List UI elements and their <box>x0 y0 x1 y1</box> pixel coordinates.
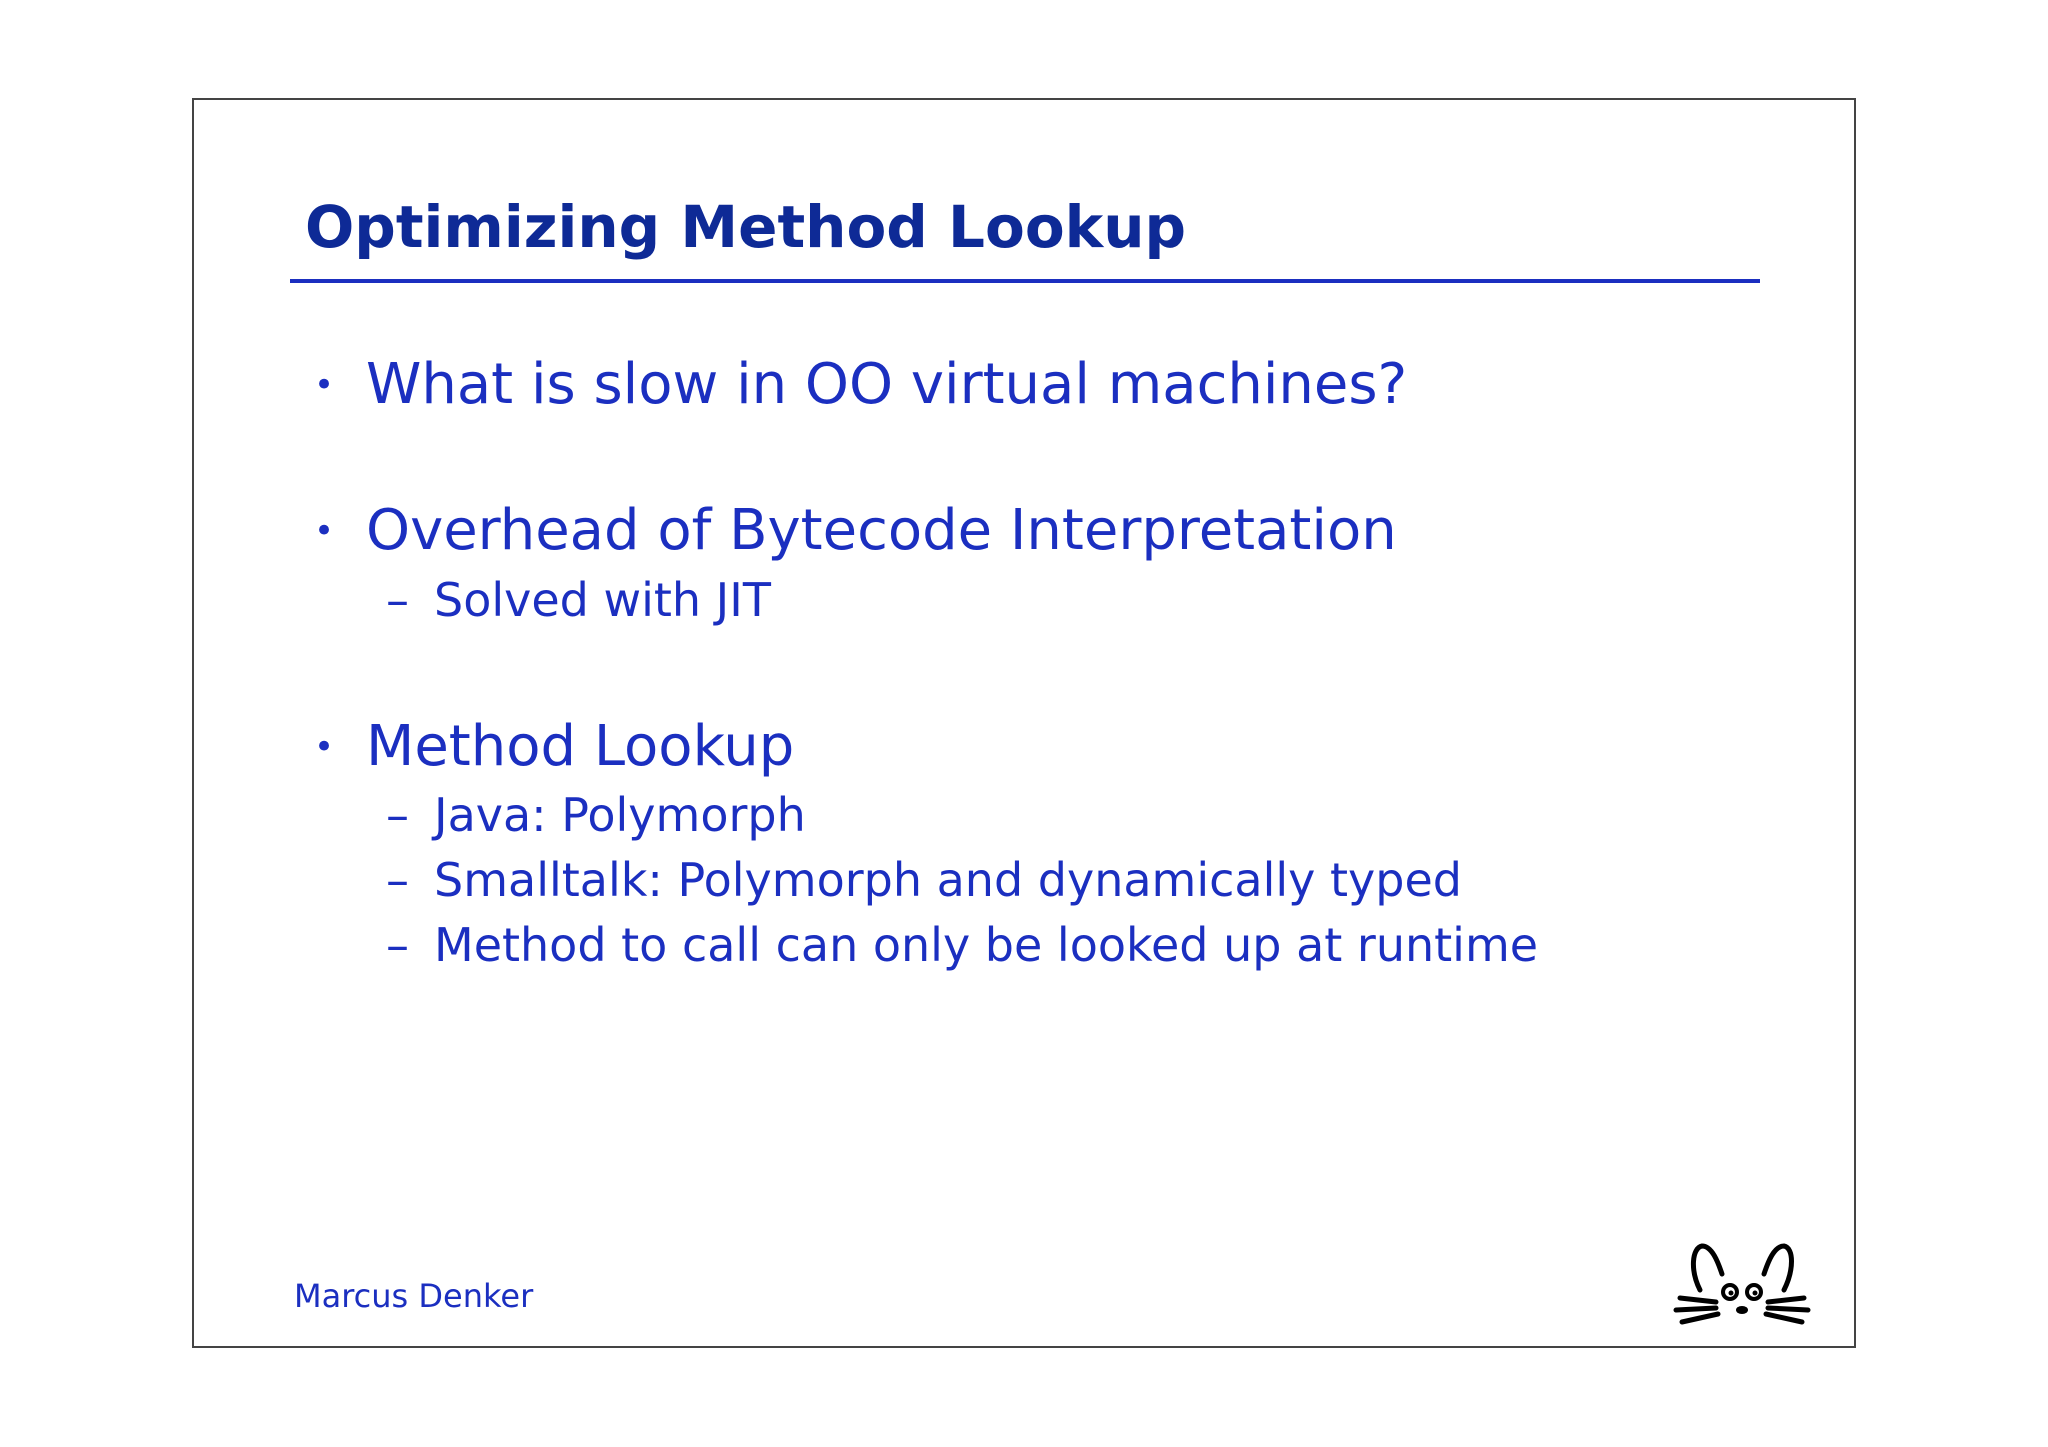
sub-text: Method to call can only be looked up at runtime <box>434 918 1539 972</box>
sub-text: Solved with JIT <box>434 573 771 627</box>
bullet-text: Method Lookup <box>366 714 795 779</box>
sub-text: Smalltalk: Polymorph and dynamically typed <box>434 853 1462 907</box>
sub-marker: – <box>386 788 409 842</box>
sub-text: Java: Polymorph <box>434 788 806 842</box>
bullet-marker: • <box>314 365 335 405</box>
sub-marker: – <box>386 918 409 972</box>
bullet-text: Overhead of Bytecode Interpretation <box>366 498 1397 563</box>
footer-author: Marcus Denker <box>294 1277 534 1315</box>
slide-title: Optimizing Method Lookup <box>305 193 1187 261</box>
sub-marker: – <box>386 853 409 907</box>
slide-frame <box>192 98 1856 1348</box>
title-underline <box>290 279 1760 283</box>
sub-marker: – <box>386 573 409 627</box>
bullet-marker: • <box>314 511 335 551</box>
bullet-marker: • <box>314 727 335 767</box>
bullet-text: What is slow in OO virtual machines? <box>366 352 1408 417</box>
cat-face-icon <box>1672 1240 1812 1340</box>
